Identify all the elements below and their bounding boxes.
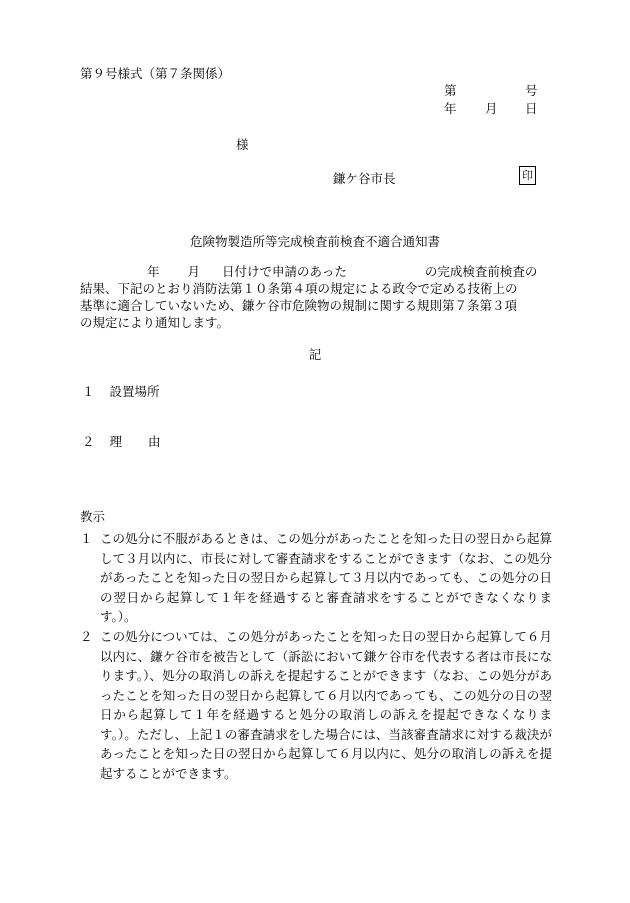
- instruction-entry: [80, 627, 552, 783]
- date-month-label: 月: [485, 101, 498, 116]
- instruction-number: ２: [80, 629, 93, 644]
- intro-line-4: の規定により通知します。: [80, 315, 230, 330]
- date-day-label: 日: [525, 101, 538, 116]
- addressee-honorific: 様: [236, 137, 249, 152]
- instructions-heading: 教示: [80, 509, 106, 524]
- seal-mark: 印: [519, 166, 536, 185]
- intro-dated-applied: 日付けで申請のあった: [222, 264, 347, 279]
- item-label: 設置場所: [109, 384, 160, 399]
- document-title: 危険物製造所等完成検査前検査不適合通知書: [189, 234, 440, 249]
- document-number-prefix: 第: [444, 83, 457, 98]
- instruction-entry: [80, 529, 552, 627]
- intro-line-3: 基準に適合していないため、鎌ケ谷市危険物の規制に関する規則第７条第３項: [80, 298, 518, 313]
- form-number: 第９号様式（第７条関係）: [80, 66, 231, 81]
- issuer-name: 鎌ケ谷市長: [333, 171, 396, 186]
- item-number: １: [82, 384, 95, 399]
- record-heading: 記: [308, 347, 322, 362]
- instruction-number: １: [80, 531, 93, 546]
- intro-month-label: 月: [187, 264, 201, 279]
- date-year-label: 年: [444, 101, 457, 116]
- item-installation-location: [82, 382, 160, 400]
- intro-year-label: 年: [147, 264, 160, 279]
- instruction-text: この処分に不服があるときは、この処分があったことを知った日の翌日から起算して３月以内に、市長に対して審査請求をすることができます（なお、この処分があったことを知った日の翌日から起算して３月以内であっても、この処分の日の翌日から起算して１年を経過すると審査請求をすることができなくなります。）。: [100, 531, 552, 624]
- item-number: ２: [82, 434, 95, 449]
- document-number-suffix: 号: [525, 83, 538, 98]
- item-label-part-a: 理: [109, 434, 123, 449]
- intro-line-2: 結果、下記のとおり消防法第１０条第４項の規定による政令で定める技術上の: [80, 281, 518, 296]
- item-reason: [82, 432, 161, 450]
- intro-line1-end: の完成検査前検査の: [424, 264, 538, 279]
- intro-line-1: [80, 262, 537, 280]
- item-label-part-b: 由: [148, 434, 161, 449]
- instruction-text: この処分については、この処分があったことを知った日の翌日から起算して６月以内に、鎌ケ谷市を被告として（訴訟において鎌ケ谷市を代表する者は市長になります。）、処分の取消しの訴えを提起することができます（なお、この処分があったことを知った日の翌日から起算して６月以内であっても、この処分の日の翌日から起算して１年を経過すると処分の取消しの訴えを提起できなくなります。）。ただし、上記１の審査請求をした場合には、当該審査請求に対する裁決があったことを知った日の翌日から起算して６月以内に、処分の取消しの訴えを提起することができます。: [100, 629, 552, 781]
